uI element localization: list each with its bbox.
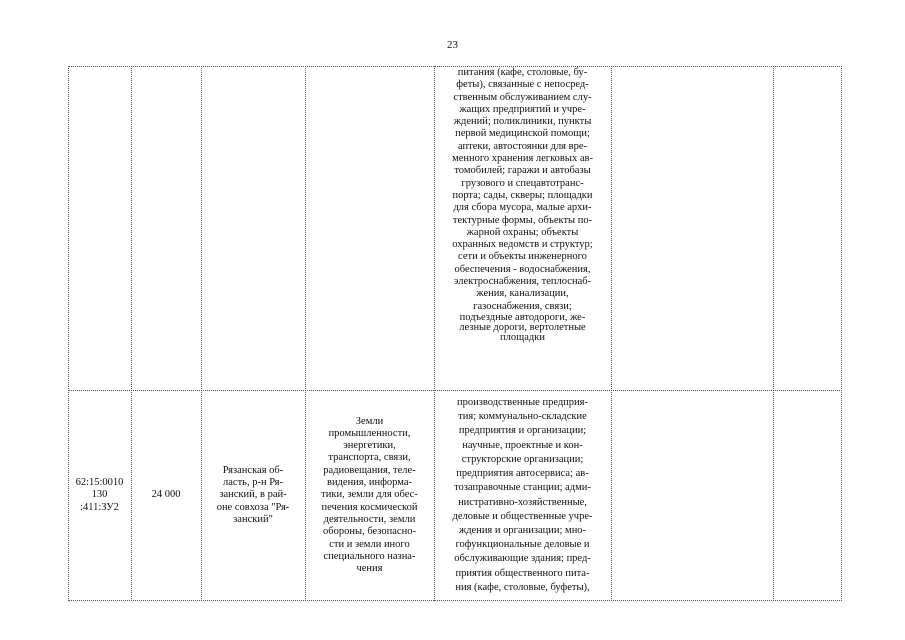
text-line: занский": [233, 513, 273, 525]
text-line: производственные предприя-: [457, 397, 588, 409]
text-line: менного хранения легковых ав-: [452, 153, 593, 165]
text-line: площадки: [500, 331, 545, 343]
text-line: 130: [91, 489, 108, 501]
text-line: деятельности, земли: [323, 513, 416, 525]
text-line: печения космической: [321, 501, 418, 513]
text-line: для сбора мусора, малые архи-: [453, 202, 592, 214]
text-line: ждения и организации; мно-: [458, 524, 587, 536]
text-line: деловые и общественные учре-: [452, 510, 593, 522]
land-plot-table: [68, 66, 842, 601]
text-line: сети и объекты инженерного: [458, 251, 587, 263]
text-line: жащих предприятий и учре-: [459, 103, 586, 115]
text-line: видения, информа-: [326, 477, 412, 489]
text-line: жения, канализации,: [476, 288, 569, 300]
text-line: ласть, р-н Ря-: [223, 477, 283, 489]
text-line: :411:ЗУ2: [80, 501, 119, 513]
text-line: предприятия и организации;: [458, 425, 587, 437]
text-line: аптеки, автостоянки для вре-: [457, 140, 588, 152]
column-divider: [611, 66, 612, 601]
page-number: 23: [447, 39, 458, 51]
text-line: обеспечения - водоснабжения,: [454, 263, 591, 275]
permitted-use-cell: [434, 67, 611, 389]
table-border-right: [841, 66, 842, 601]
text-line: занский, в рай-: [219, 489, 287, 501]
land-category-cell: [305, 391, 434, 600]
cadastral-number-cell: [68, 391, 131, 600]
text-line: газоснабжения, связи;: [473, 300, 572, 312]
text-line: подъездные автодороги, же-: [459, 311, 586, 323]
text-line: 62:15:0010: [75, 477, 124, 489]
text-line: энергетики,: [343, 440, 396, 452]
text-line: тозаправочные станции; адми-: [454, 482, 591, 494]
text-line: феты), связанные с непосред-: [456, 79, 589, 91]
text-line: промышленности,: [328, 427, 411, 439]
text-line: ния (кафе, столовые, буфеты),: [455, 581, 590, 593]
text-line: предприятия автосервиса; ав-: [456, 468, 589, 480]
text-line: специального назна-: [323, 550, 416, 562]
text-line: радиовещания, теле-: [323, 464, 416, 476]
permitted-use-cell: [434, 391, 611, 600]
text-line: обороны, безопасно-: [323, 526, 416, 538]
text-line: оне совхоза "Ря-: [216, 501, 290, 513]
text-line: Земли: [355, 415, 384, 427]
text-line: питания (кафе, столовые, бу-: [457, 67, 588, 78]
text-line: нистративно-хозяйственные,: [458, 496, 587, 508]
text-line: порта; сады, скверы; площадки: [452, 189, 593, 201]
text-line: ждений; поликлиники, пункты: [453, 116, 592, 128]
location-cell: [201, 391, 305, 600]
text-line: ственным обслуживанием слу-: [453, 91, 592, 103]
column-divider: [773, 66, 774, 601]
text-line: структорские организации;: [461, 453, 584, 465]
text-line: Рязанская об-: [222, 464, 284, 476]
text-line: обслуживающие здания; пред-: [454, 553, 591, 565]
text-line: лезные дороги, вертолетные: [459, 321, 586, 333]
text-line: жарной охраны; объекты: [466, 226, 579, 238]
text-line: научные, проектные и кон-: [462, 439, 583, 451]
area-cell: [131, 391, 201, 600]
text-line: грузового и спецавтотранс-: [461, 177, 584, 189]
text-line: гофункциональные деловые и: [455, 539, 590, 551]
text-line: чения: [356, 563, 383, 575]
text-line: первой медицинской помощи;: [455, 128, 590, 140]
text-line: электроснабжения, теплоснаб-: [453, 276, 592, 288]
text-line: охранных ведомств и структур;: [452, 239, 593, 251]
table-border-bottom: [68, 600, 842, 601]
text-line: тия; коммунально-складские: [458, 411, 587, 423]
text-line: тики, земли для обес-: [321, 489, 418, 501]
text-line: приятия общественного пита-: [455, 567, 590, 579]
area-value: 24 000: [151, 489, 181, 501]
text-line: транспорта, связи,: [328, 452, 411, 464]
text-line: томобилей; гаражи и автобазы: [454, 165, 591, 177]
text-line: сти и земли иного: [329, 538, 410, 550]
text-line: тектурные формы, объекты по-: [452, 214, 593, 226]
